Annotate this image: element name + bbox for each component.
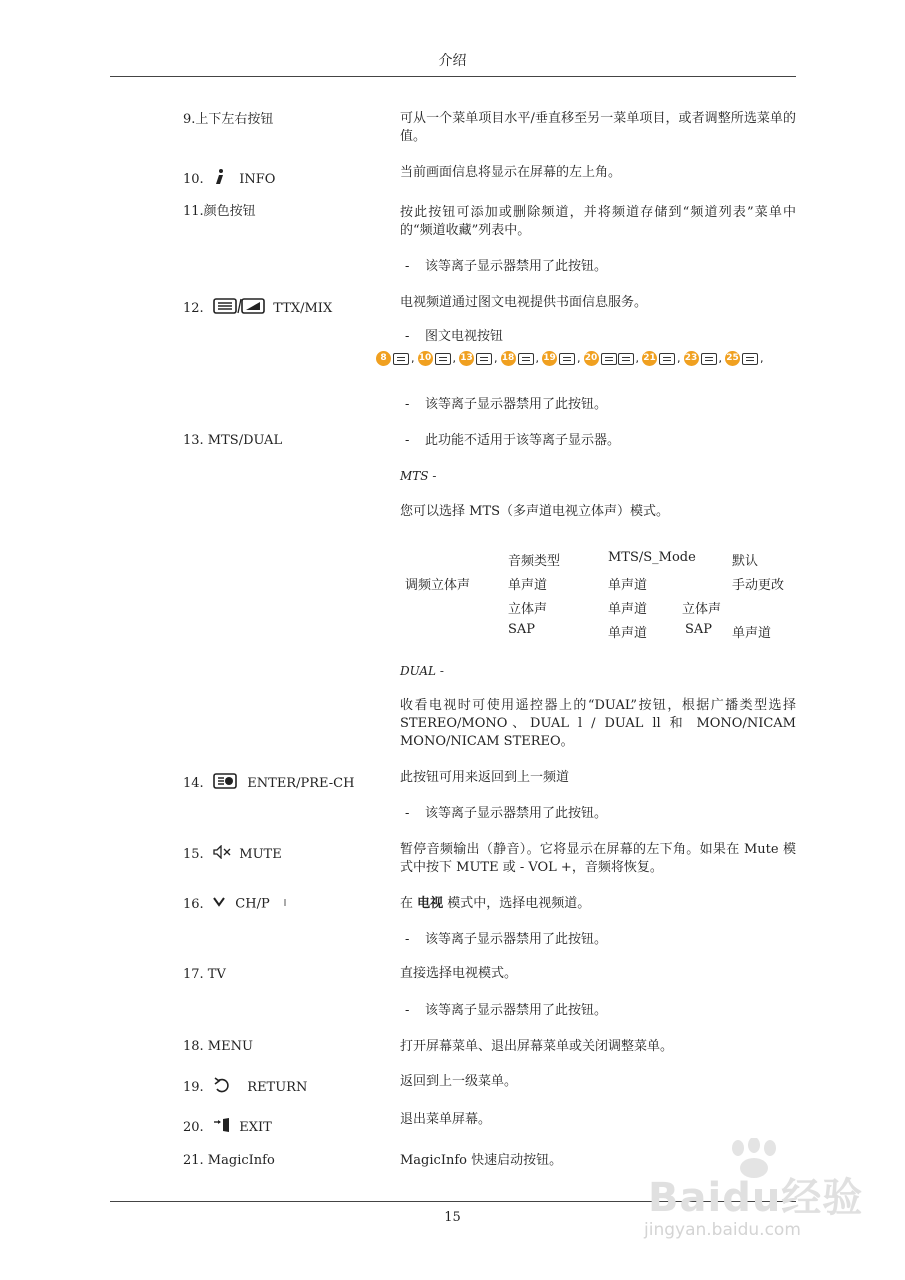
- item-16-label: [183, 896, 296, 913]
- item-21-label: 21. MagicInfo: [183, 1153, 275, 1168]
- teletext-key-row: 8 , 10 , 13 , 18 , 19 , 20 , 21 , 23 , 25 ,: [376, 351, 767, 366]
- item-14-note: - 该等离子显示器禁用了此按钮。: [405, 806, 608, 821]
- mts-table-cell: 立体声: [508, 602, 548, 617]
- teletext-key-icon: [659, 353, 675, 365]
- item-12-note-1: - 图文电视按钮: [405, 329, 504, 344]
- item-16-note: - 该等离子显示器禁用了此按钮。: [405, 932, 608, 947]
- teletext-key-icon: [742, 353, 758, 365]
- dual-title: DUAL -: [400, 664, 444, 678]
- mts-table-cell: SAP: [685, 622, 713, 637]
- item-14-desc: 此按钮可用来返回到上一频道: [400, 770, 570, 785]
- mts-table-cell: 单声道: [608, 626, 648, 641]
- item-10-label: [183, 168, 275, 191]
- item-18-label: 18. MENU: [183, 1039, 253, 1054]
- key-badge-18: 18: [501, 351, 516, 366]
- page-number: 15: [444, 1210, 461, 1225]
- item-12-number: 12.: [183, 301, 204, 316]
- mts-desc: 您可以选择 MTS（多声道电视立体声）模式。: [400, 504, 670, 519]
- item-17-label: 17. TV: [183, 967, 226, 982]
- item-12-label: [183, 298, 332, 319]
- item-15-text: MUTE: [239, 847, 282, 862]
- item-11-desc: 按此按钮可添加或删除频道，并将频道存储到“频道列表”菜单中的“频道收藏”列表中。: [400, 205, 796, 238]
- item-15-number: 15.: [183, 847, 204, 862]
- item-9-label: 9.上下左右按钮: [183, 112, 274, 127]
- key-badge-8: 8: [376, 351, 391, 366]
- key-badge-23: 23: [684, 351, 699, 366]
- mts-table-cell: 手动更改: [732, 578, 785, 593]
- item-16-desc: 在 电视 模式中，选择电视频道。: [400, 896, 591, 911]
- item-13-note: - 此功能不适用于该等离子显示器。: [405, 433, 621, 448]
- exit-icon: [213, 1117, 235, 1138]
- item-16-number: 16.: [183, 896, 204, 912]
- item-14-label: [183, 773, 354, 794]
- item-11-label: 11.颜色按钮: [183, 204, 256, 219]
- mts-table-header: 音频类型: [508, 554, 561, 569]
- watermark-url: jingyan.baidu.com: [644, 1220, 801, 1240]
- item-15-desc: 暂停音频输出（静音）。它将显示在屏幕的左下角。如果在 Mute 模式中按下 MUTE 或 - VOL +，音频将恢复。: [400, 842, 796, 875]
- dual-desc: 收看电视时可使用遥控器上的“DUAL”按钮，根据广播类型选择 STEREO/MONO、DUAL l / DUAL ll 和 MONO/NICAM MONO/NICAM STEREO。: [400, 698, 796, 749]
- mts-table-cell: 单声道: [732, 626, 772, 641]
- item-19-label: [183, 1077, 307, 1098]
- teletext-key-icon: [393, 353, 409, 365]
- ttx-mix-icon: [213, 298, 269, 319]
- teletext-key-icon: [476, 353, 492, 365]
- key-badge-21: 21: [642, 351, 657, 366]
- chevron-down-icon: [213, 896, 231, 912]
- item-20-number: 20.: [183, 1120, 204, 1135]
- item-11-note: - 该等离子显示器禁用了此按钮。: [405, 259, 608, 274]
- chevron-up-icon: [282, 896, 296, 912]
- item-17-desc: 直接选择电视模式。: [400, 966, 518, 981]
- key-badge-19: 19: [542, 351, 557, 366]
- item-20-text: EXIT: [239, 1120, 272, 1135]
- teletext-key-icon: [701, 353, 717, 365]
- item-14-number: 14.: [183, 776, 204, 791]
- mts-table-cell: 立体声: [682, 602, 722, 617]
- item-20-label: [183, 1117, 272, 1138]
- teletext-key-icon: [559, 353, 575, 365]
- item-18-desc: 打开屏幕菜单、退出屏幕菜单或关闭调整菜单。: [400, 1039, 674, 1054]
- mts-table-header: MTS/S_Mode: [608, 550, 696, 565]
- mts-table-header: 默认: [732, 554, 759, 569]
- mts-table-cell: 单声道: [608, 578, 648, 593]
- mts-table-cell: 单声道: [608, 602, 648, 617]
- item-21-desc: MagicInfo 快速启动按钮。: [400, 1153, 563, 1168]
- mts-table-cell: 单声道: [508, 578, 548, 593]
- item-10-number: 10.: [183, 172, 204, 187]
- item-17-note: - 该等离子显示器禁用了此按钮。: [405, 1003, 608, 1018]
- key-badge-25: 25: [725, 351, 740, 366]
- key-badge-10: 10: [418, 351, 433, 366]
- teletext-key-icon: [601, 353, 617, 365]
- item-16-text: CH/P: [235, 896, 270, 912]
- item-12-note-2: - 该等离子显示器禁用了此按钮。: [405, 397, 608, 412]
- item-9-desc: 可从一个菜单项目水平/垂直移至另一菜单项目，或者调整所选菜单的值。: [400, 111, 796, 144]
- item-19-number: 19.: [183, 1080, 204, 1095]
- header-rule: [110, 76, 796, 77]
- return-icon: [213, 1077, 243, 1098]
- mts-table-row-label: 调频立体声: [405, 578, 471, 593]
- key-badge-20: 20: [584, 351, 599, 366]
- item-12-desc: 电视频道通过图文电视提供书面信息服务。: [400, 295, 648, 310]
- item-12-text: TTX/MIX: [273, 301, 333, 316]
- item-19-text: RETURN: [247, 1080, 308, 1095]
- teletext-key-icon: [618, 353, 634, 365]
- page-header-title: 介绍: [438, 53, 467, 69]
- key-badge-13: 13: [459, 351, 474, 366]
- teletext-key-icon: [435, 353, 451, 365]
- mts-title: MTS -: [400, 469, 437, 483]
- info-icon: [213, 168, 235, 191]
- enter-pre-ch-icon: [213, 773, 243, 794]
- item-14-text: ENTER/PRE-CH: [247, 776, 355, 791]
- item-20-desc: 退出菜单屏幕。: [400, 1112, 492, 1127]
- item-10-text: INFO: [239, 172, 276, 187]
- mute-icon: [213, 845, 235, 864]
- item-15-label: [183, 845, 282, 864]
- item-19-desc: 返回到上一级菜单。: [400, 1074, 518, 1089]
- baidu-watermark: [644, 1138, 864, 1258]
- item-13-label: 13. MTS/DUAL: [183, 433, 283, 448]
- item-10-desc: 当前画面信息将显示在屏幕的左上角。: [400, 165, 622, 180]
- watermark-brand: Baidu经验: [648, 1175, 864, 1221]
- mts-table-cell: SAP: [508, 622, 536, 637]
- teletext-key-icon: [518, 353, 534, 365]
